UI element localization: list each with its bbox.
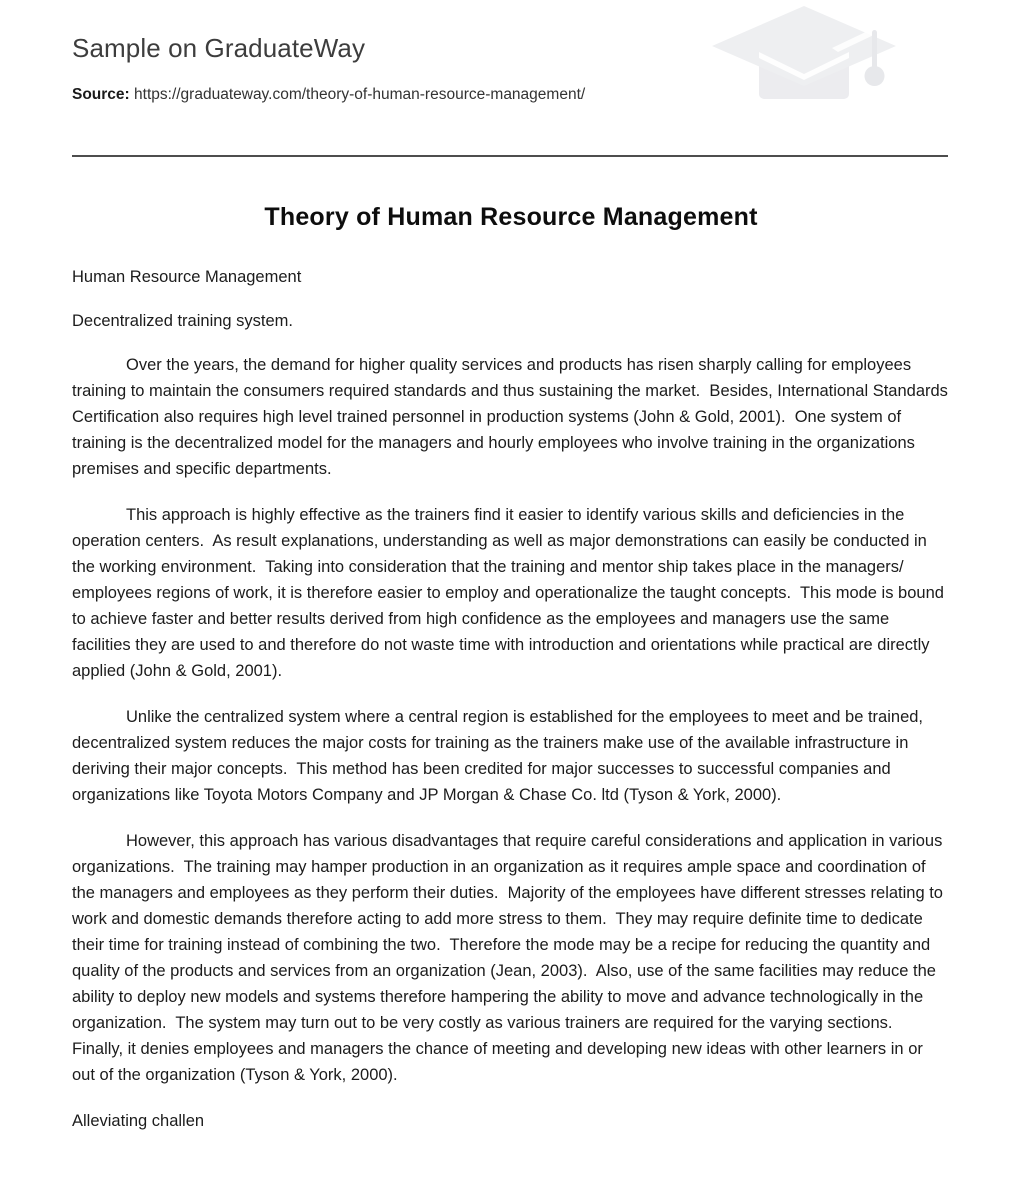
source-line — [72, 86, 585, 104]
paragraph-truncated: Alleviating challen — [72, 1112, 205, 1130]
source-url[interactable]: https://graduateway.com/theory-of-human-resource-management/ — [134, 86, 586, 103]
graduation-cap-icon — [704, 2, 904, 106]
page-header — [72, 0, 950, 122]
document-body — [72, 232, 953, 1134]
paragraph: Decentralized training system. — [72, 312, 294, 330]
source-label: Source: — [72, 86, 130, 103]
paragraph: Human Resource Management — [72, 268, 302, 286]
paragraph: Over the years, the demand for higher quality services and products has risen sharply calling for employees training to maintain the consumers required standards and thus sustaining the market. Besides, International Standards Certification also requires high level trained personnel in production systems (John & Gold, 2001). One system of training is the decentralized model for the managers and hourly employees who involve training in the organizations premises and specific departments. — [72, 356, 953, 478]
site-name: Sample on GraduateWay — [72, 33, 366, 63]
paragraph: However, this approach has various disadvantages that require careful considerations and application in various organizations. The training may hamper production in an organization as it requires ample space and coordination of the managers and employees as they perform their duties. Majority of the employees have different stresses relating to work and domestic demands therefore acting to add more stress to them. They may require definite time to dedicate their time for training instead of combining the two. Therefore the mode may be a recipe for reducing the quantity and quality of the products and services from an organization (Jean, 2003). Also, use of the same facilities may reduce the ability to deploy new models and systems therefore hampering the ability to move and advance technologically in the organization. The system may turn out to be very costly as various trainers are required for the varying sections. Finally, it denies employees and managers the chance of meeting and developing new ideas with other learners in or out of the organization (Tyson & York, 2000). — [72, 832, 948, 1084]
page-title: Theory of Human Resource Management — [264, 203, 758, 231]
paragraph: Unlike the centralized system where a central region is established for the employees to meet and be trained, decentralized system reduces the major costs for training as the trainers make use of the available infrastructure in deriving their major concepts. This method has been credited for major successes to successful companies and organizations like Toyota Motors Company and JP Morgan & Chase Co. ltd (Tyson & York, 2000). — [72, 708, 928, 804]
paragraph: This approach is highly effective as the trainers find it easier to identify various skills and deficiencies in the operation centers. As result explanations, understanding as well as major demonstrations can easily be conducted in the working environment. Taking into consideration that the training and mentor ship takes place in the managers/ employees regions of work, it is therefore easier to employ and operationalize the taught concepts. This mode is bound to achieve faster and better results derived from high confidence as the employees and managers use the same facilities they are used to and therefore do not waste time with introduction and orientations while practical are directly applied (John & Gold, 2001). — [72, 506, 949, 680]
